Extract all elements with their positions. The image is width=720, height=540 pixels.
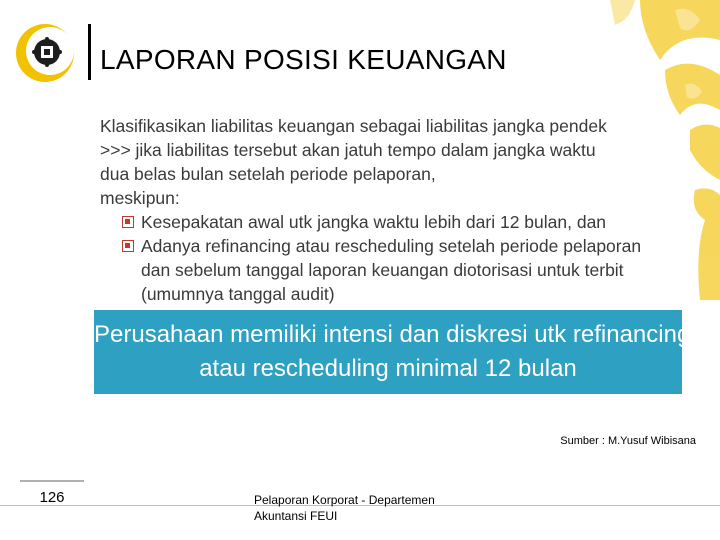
footer-text	[254, 492, 484, 524]
checkbox-bullet-icon	[122, 216, 134, 228]
university-logo-icon	[14, 22, 76, 84]
bullet-list	[100, 210, 700, 306]
intro-line: >>> jika liabilitas tersebut akan jatuh tempo dalam jangka waktu	[100, 140, 596, 160]
bullet-line: Adanya refinancing atau rescheduling setelah periode pelaporan	[141, 236, 642, 256]
bullet-line: Kesepakatan awal utk jangka waktu lebih dari 12 bulan, dan	[141, 212, 607, 232]
bullet-line: (umumnya tanggal audit)	[141, 284, 335, 304]
page-number: 126	[20, 480, 84, 510]
list-item	[100, 210, 700, 234]
footer-line: Pelaporan Korporat - Departemen	[254, 493, 435, 507]
intro-line: meskipun:	[100, 188, 180, 208]
intro-line: dua belas bulan setelah periode pelaporan,	[100, 164, 436, 184]
body-text	[100, 114, 700, 306]
bullet-line: dan sebelum tanggal laporan keuangan diotorisasi untuk terbit	[141, 260, 624, 280]
callout-line: atau rescheduling minimal 12 bulan	[199, 355, 577, 382]
source-credit: Sumber : M.Yusuf Wibisana	[560, 435, 696, 447]
callout-line: Perusahaan memiliki intensi dan diskresi utk refinancing	[94, 321, 691, 348]
list-item	[100, 234, 700, 306]
title-divider	[88, 24, 91, 80]
footer-line: Akuntansi FEUI	[254, 509, 338, 523]
checkbox-bullet-icon	[122, 240, 134, 252]
intro-line: Klasifikasikan liabilitas keuangan sebagai liabilitas jangka pendek	[100, 116, 607, 136]
highlight-callout	[94, 310, 691, 394]
slide-title: LAPORAN POSISI KEUANGAN	[100, 44, 507, 75]
